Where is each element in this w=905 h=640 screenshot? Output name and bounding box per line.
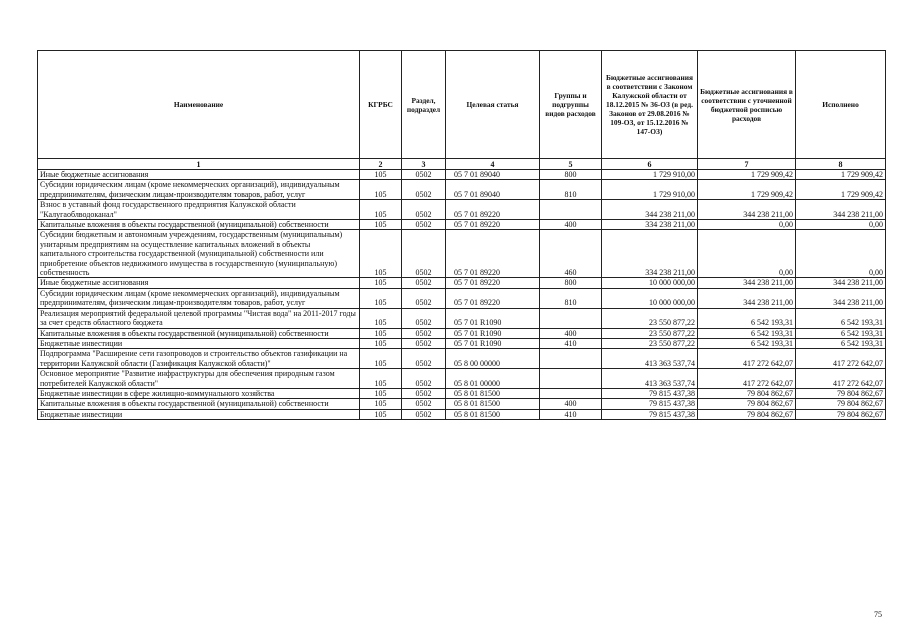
row-kgrbs: 105 [360, 369, 402, 389]
table-row [38, 220, 886, 230]
row-target: 05 7 01 R1090 [446, 338, 540, 348]
column-number: 1 [38, 159, 360, 170]
row-section: 0502 [402, 230, 446, 278]
row-target: 05 7 01 89220 [446, 200, 540, 220]
row-law-allocation: 23 550 877,22 [602, 338, 698, 348]
table-row [38, 338, 886, 348]
row-name: Реализация мероприятий федеральной целевой программы "Чистая вода" на 2011-2017 годы за счет средств областного бюджета [38, 308, 360, 328]
row-group: 810 [540, 288, 602, 308]
row-group [540, 308, 602, 328]
row-law-allocation: 79 815 437,38 [602, 399, 698, 409]
row-group [540, 388, 602, 398]
row-group: 800 [540, 170, 602, 180]
row-kgrbs: 105 [360, 308, 402, 328]
column-number-row [38, 159, 886, 170]
budget-table [37, 50, 886, 420]
table-row [38, 288, 886, 308]
row-name: Капитальные вложения в объекты государственной (муниципальной) собственности [38, 399, 360, 409]
row-law-allocation: 23 550 877,22 [602, 328, 698, 338]
column-number: 6 [602, 159, 698, 170]
row-plan-allocation: 1 729 909,42 [698, 180, 796, 200]
column-number: 5 [540, 159, 602, 170]
row-plan-allocation: 417 272 642,07 [698, 349, 796, 369]
row-section: 0502 [402, 278, 446, 288]
row-plan-allocation: 79 804 862,67 [698, 409, 796, 419]
row-executed: 417 272 642,07 [796, 349, 886, 369]
row-name: Иные бюджетные ассигнования [38, 278, 360, 288]
table-row [38, 328, 886, 338]
page-number: 75 [874, 610, 882, 619]
row-kgrbs: 105 [360, 288, 402, 308]
row-kgrbs: 105 [360, 388, 402, 398]
row-law-allocation: 413 363 537,74 [602, 369, 698, 389]
row-executed: 417 272 642,07 [796, 369, 886, 389]
budget-table-sheet [37, 50, 885, 420]
row-kgrbs: 105 [360, 170, 402, 180]
row-group: 800 [540, 278, 602, 288]
table-row [38, 230, 886, 278]
row-plan-allocation: 1 729 909,42 [698, 170, 796, 180]
row-executed: 344 238 211,00 [796, 278, 886, 288]
row-plan-allocation: 79 804 862,67 [698, 399, 796, 409]
row-name: Субсидии бюджетным и автономным учреждениям, государственным (муниципальным) унитарным предприятиям на осуществление капитальных вложений в объекты капитального строительства государственной (муниципальной) собственности или приобретение объектов недвижимого имущества в государственную (муниципальную) собственность [38, 230, 360, 278]
row-law-allocation: 344 238 211,00 [602, 200, 698, 220]
row-executed: 79 804 862,67 [796, 388, 886, 398]
row-section: 0502 [402, 399, 446, 409]
row-plan-allocation: 0,00 [698, 230, 796, 278]
table-row [38, 399, 886, 409]
row-kgrbs: 105 [360, 409, 402, 419]
row-name: Основное мероприятие "Развитие инфраструктуры для обеспечения природным газом потребителей Калужской области" [38, 369, 360, 389]
row-law-allocation: 79 815 437,38 [602, 409, 698, 419]
row-section: 0502 [402, 288, 446, 308]
row-law-allocation: 79 815 437,38 [602, 388, 698, 398]
row-group: 400 [540, 328, 602, 338]
row-name: Капитальные вложения в объекты государственной (муниципальной) собственности [38, 220, 360, 230]
row-plan-allocation: 0,00 [698, 220, 796, 230]
header-plan-allocation: Бюджетные ассигнования в соответствии с уточненной бюджетной росписью расходов [698, 51, 796, 159]
row-group: 400 [540, 220, 602, 230]
header-section: Раздел, подраздел [402, 51, 446, 159]
row-executed: 6 542 193,31 [796, 328, 886, 338]
row-section: 0502 [402, 220, 446, 230]
row-group [540, 349, 602, 369]
row-executed: 0,00 [796, 230, 886, 278]
row-kgrbs: 105 [360, 278, 402, 288]
row-name: Подпрограмма "Расширение сети газопроводов и строительство объектов газификации на территории Калужской области (Газификация Калужской области)" [38, 349, 360, 369]
row-kgrbs: 105 [360, 328, 402, 338]
row-name: Капитальные вложения в объекты государственной (муниципальной) собственности [38, 328, 360, 338]
header-group: Группы и подгруппы видов расходов [540, 51, 602, 159]
table-row [38, 369, 886, 389]
row-target: 05 7 01 89040 [446, 180, 540, 200]
row-kgrbs: 105 [360, 338, 402, 348]
row-target: 05 8 00 00000 [446, 349, 540, 369]
header-law-allocation: Бюджетные ассигнования в соответствии с Законом Калужской области от 18.12.2015 № 36-ОЗ (в ред. Законов от 29.08.2016 № 109-ОЗ, от 15.12.2016 № 147-ОЗ) [602, 51, 698, 159]
row-section: 0502 [402, 409, 446, 419]
row-kgrbs: 105 [360, 349, 402, 369]
row-name: Субсидии юридическим лицам (кроме некоммерческих организаций), индивидуальным предпринимателям, физическим лицам-производителям товаров, работ, услуг [38, 288, 360, 308]
row-kgrbs: 105 [360, 399, 402, 409]
table-row [38, 349, 886, 369]
table-row [38, 170, 886, 180]
row-executed: 6 542 193,31 [796, 308, 886, 328]
table-row [38, 308, 886, 328]
table-row [38, 278, 886, 288]
row-kgrbs: 105 [360, 230, 402, 278]
row-section: 0502 [402, 180, 446, 200]
row-target: 05 7 01 89220 [446, 288, 540, 308]
row-section: 0502 [402, 170, 446, 180]
row-kgrbs: 105 [360, 220, 402, 230]
header-kgrbs: КГРБС [360, 51, 402, 159]
row-target: 05 8 01 00000 [446, 369, 540, 389]
row-plan-allocation: 79 804 862,67 [698, 388, 796, 398]
row-name: Взнос в уставный фонд государственного предприятия Калужской области "Калугаоблводоканал" [38, 200, 360, 220]
row-law-allocation: 334 238 211,00 [602, 220, 698, 230]
row-section: 0502 [402, 388, 446, 398]
row-target: 05 8 01 81500 [446, 399, 540, 409]
row-section: 0502 [402, 328, 446, 338]
row-target: 05 7 01 89220 [446, 278, 540, 288]
row-executed: 344 238 211,00 [796, 200, 886, 220]
row-plan-allocation: 417 272 642,07 [698, 369, 796, 389]
table-row [38, 180, 886, 200]
row-target: 05 7 01 89040 [446, 170, 540, 180]
row-group [540, 200, 602, 220]
row-law-allocation: 1 729 910,00 [602, 170, 698, 180]
row-name: Бюджетные инвестиции [38, 338, 360, 348]
table-body [38, 159, 886, 420]
row-plan-allocation: 6 542 193,31 [698, 308, 796, 328]
row-plan-allocation: 6 542 193,31 [698, 328, 796, 338]
row-plan-allocation: 344 238 211,00 [698, 278, 796, 288]
row-law-allocation: 10 000 000,00 [602, 278, 698, 288]
header-row [38, 51, 886, 159]
row-section: 0502 [402, 349, 446, 369]
row-executed: 344 238 211,00 [796, 288, 886, 308]
row-group: 400 [540, 399, 602, 409]
row-law-allocation: 334 238 211,00 [602, 230, 698, 278]
column-number: 3 [402, 159, 446, 170]
row-executed: 1 729 909,42 [796, 180, 886, 200]
row-name: Иные бюджетные ассигнования [38, 170, 360, 180]
header-target: Целевая статья [446, 51, 540, 159]
row-kgrbs: 105 [360, 200, 402, 220]
row-law-allocation: 23 550 877,22 [602, 308, 698, 328]
row-name: Субсидии юридическим лицам (кроме некоммерческих организаций), индивидуальным предпринимателям, физическим лицам-производителям товаров, работ, услуг [38, 180, 360, 200]
row-section: 0502 [402, 308, 446, 328]
row-group: 810 [540, 180, 602, 200]
row-executed: 6 542 193,31 [796, 338, 886, 348]
row-executed: 79 804 862,67 [796, 409, 886, 419]
row-plan-allocation: 6 542 193,31 [698, 338, 796, 348]
header-name: Наименование [38, 51, 360, 159]
row-law-allocation: 10 000 000,00 [602, 288, 698, 308]
row-plan-allocation: 344 238 211,00 [698, 288, 796, 308]
row-law-allocation: 1 729 910,00 [602, 180, 698, 200]
row-group [540, 369, 602, 389]
row-section: 0502 [402, 369, 446, 389]
row-group: 410 [540, 409, 602, 419]
table-row [38, 409, 886, 419]
row-law-allocation: 413 363 537,74 [602, 349, 698, 369]
row-plan-allocation: 344 238 211,00 [698, 200, 796, 220]
column-number: 8 [796, 159, 886, 170]
row-executed: 1 729 909,42 [796, 170, 886, 180]
row-target: 05 7 01 89220 [446, 220, 540, 230]
row-name: Бюджетные инвестиции в сфере жилищно-коммунального хозяйства [38, 388, 360, 398]
row-kgrbs: 105 [360, 180, 402, 200]
row-target: 05 8 01 81500 [446, 409, 540, 419]
row-section: 0502 [402, 338, 446, 348]
column-number: 4 [446, 159, 540, 170]
row-target: 05 8 01 81500 [446, 388, 540, 398]
row-target: 05 7 01 R1090 [446, 308, 540, 328]
row-executed: 79 804 862,67 [796, 399, 886, 409]
column-number: 2 [360, 159, 402, 170]
row-name: Бюджетные инвестиции [38, 409, 360, 419]
row-group: 410 [540, 338, 602, 348]
column-number: 7 [698, 159, 796, 170]
row-target: 05 7 01 89220 [446, 230, 540, 278]
row-target: 05 7 01 R1090 [446, 328, 540, 338]
table-row [38, 200, 886, 220]
header-executed: Исполнено [796, 51, 886, 159]
row-section: 0502 [402, 200, 446, 220]
row-group: 460 [540, 230, 602, 278]
row-executed: 0,00 [796, 220, 886, 230]
table-row [38, 388, 886, 398]
